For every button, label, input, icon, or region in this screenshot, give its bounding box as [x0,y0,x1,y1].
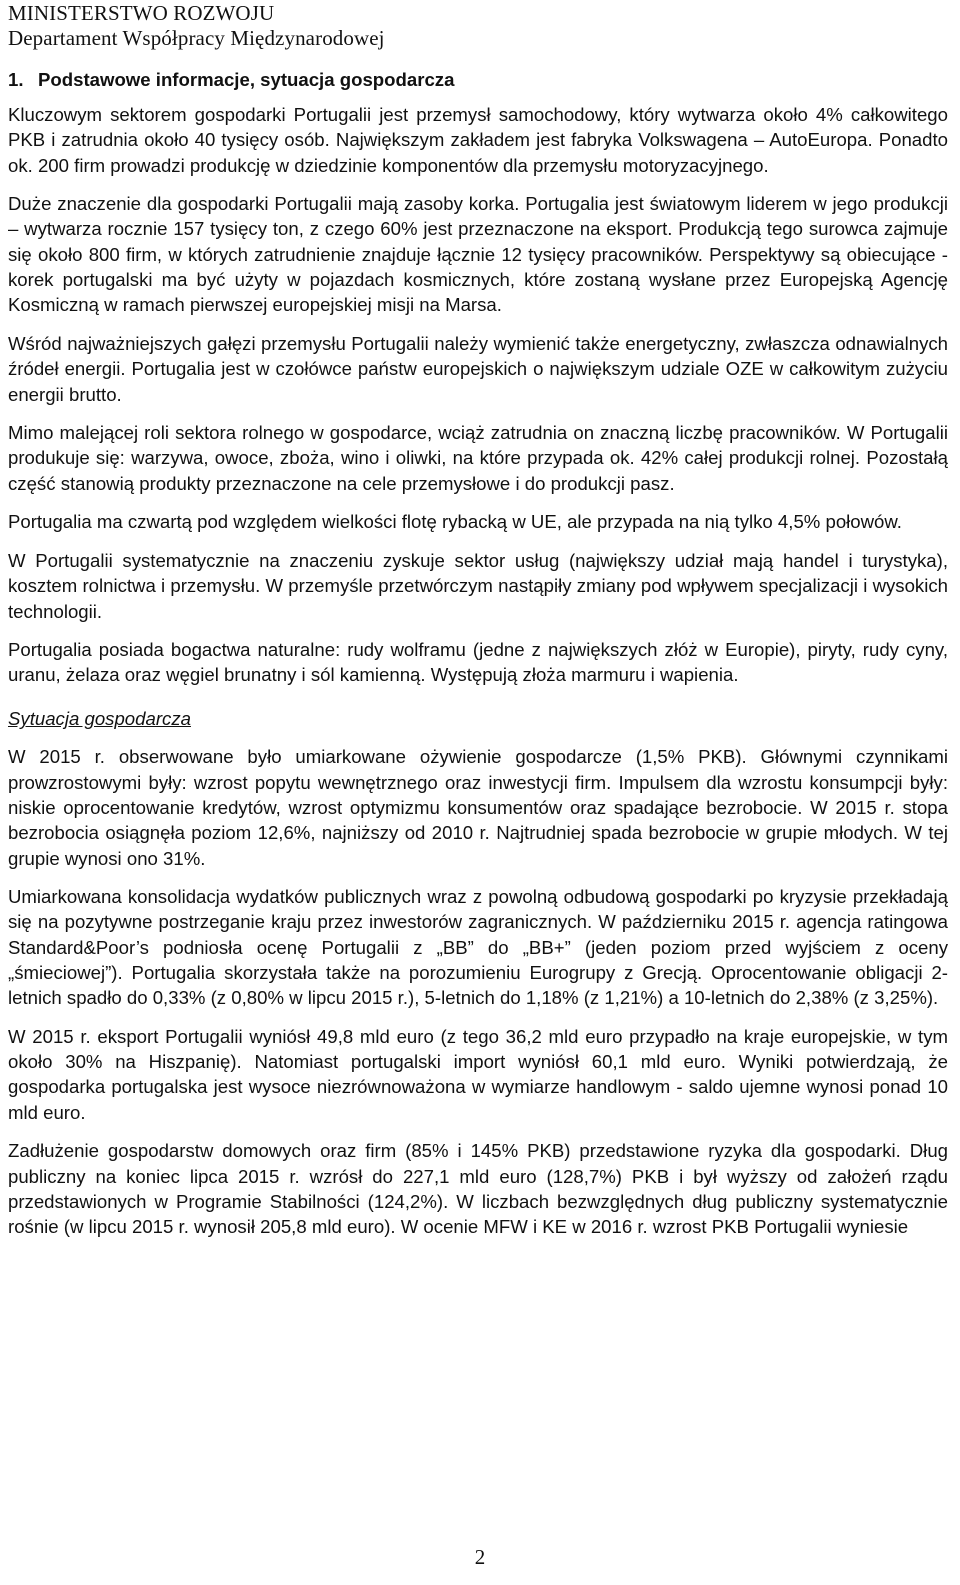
paragraph-fishing: Portugalia ma czwartą pod względem wielkości flotę rybacką w UE, ale przypada na nią tylko 4,5% połowów. [8,511,902,533]
paragraph-growth: W 2015 r. obserwowane było umiarkowane ożywienie gospodarcze (1,5% PKB). Głównymi czynnikami prowzrostowymi były: wzrost popytu wewnętrznego oraz inwestycji firm. Impulsem dla wzrostu konsumpcji były: niskie oprocentowanie kredytów, wzrost optymizmu konsumentów oraz spadające bezrobocie. W 2015 r. stopa bezrobocia osiągnęła poziom 12,6%, najniższy od 2010 r. Najtrudniej spada bezrobocie w grupie młodych. W tej grupie wynosi ono 31%. [8,746,948,869]
department-name: Departament Współpracy Międzynarodowej [8,26,385,50]
subheading-economic-situation: Sytuacja gospodarcza [8,708,191,730]
paragraph-debt: Zadłużenie gospodarstw domowych oraz firm (85% i 145% PKB) przedstawione ryzyka dla gospodarki. Dług publiczny na koniec lipca 2015 r. wzrósł do 227,1 mld euro (128,7%) PKB i był wyższy od założeń rządu przedstawionych w Programie Stabilności (124,2%). W liczbach bezwzględnych dług publiczny systematycznie rośnie (w lipcu 2015 r. wynosił 205,8 mld euro). W ocenie MFW i KE w 2016 r. wzrost PKB Portugalii wyniesie [8,1140,948,1238]
paragraph-agriculture: Mimo malejącej roli sektora rolnego w gospodarce, wciąż zatrudnia on znaczną liczbę pracowników. W Portugalii produkuje się: warzywa, owoce, zboża, wino i oliwki, na które przypada ok. 42% całej produkcji rolnej. Pozostałą część stanowią produkty przeznaczone na cele przemysłowe i do produkcji pasz. [8,422,948,494]
paragraph-automotive: Kluczowym sektorem gospodarki Portugalii jest przemysł samochodowy, który wytwarza około 4% całkowitego PKB i zatrudnia około 40 tysięcy osób. Największym zakładem jest fabryka Volkswagena – AutoEuropa. Ponadto ok. 200 firm prowadzi produkcję w dziedzinie komponentów dla przemysłu motoryzacyjnego. [8,104,948,176]
paragraph-services: W Portugalii systematycznie na znaczeniu zyskuje sektor usług (największy udział mają handel i turystyka), kosztem rolnictwa i przemysłu. W przemyśle przetwórczym nastąpiły zmiany pod wpływem specjalizacji i wysokich technologii. [8,549,948,622]
paragraph-trade: W 2015 r. eksport Portugalii wyniósł 49,8 mld euro (z tego 36,2 mld euro przypadło na kraje europejskie, w tym około 30% na Hiszpanię). Natomiast portugalski import wyniósł 60,1 mld euro. Wyniki potwierdzają, że gospodarka portugalska jest wysoce niezrównoważona w wymiarze handlowym - saldo ujemne wynosi ponad 10 mld euro. [8,1025,948,1123]
paragraph-resources: Portugalia posiada bogactwa naturalne: rudy wolframu (jedne z największych złóż w Europie), piryty, rudy cyny, uranu, żelaza oraz węgiel brunatny i sól kamienną. Występują złoża marmuru i wapienia. [8,639,948,686]
section-number: 1. [8,69,24,90]
section-title: Podstawowe informacje, sytuacja gospodarcza [38,69,455,90]
paragraph-consolidation: Umiarkowana konsolidacja wydatków publicznych wraz z powolną odbudową gospodarki po kryzysie przekładają się na pozytywne postrzeganie kraju przez inwestorów zagranicznych. W październiku 2015 r. agencja ratingowa Standard&Poor’s podniosła ocenę Portugalii z „BB” do „BB+” (jeden poziom przed wyjściem z oceny „śmieciowej”). Portugalia skorzystała także na porozumieniu Eurogrupy z Grecją. Oprocentowanie obligacji 2-letnich spadło do 0,33% (z 0,80% w lipcu 2015 r.), 5-letnich do 1,18% (z 1,21%) a 10-letnich do 2,38% (z 3,25%). [8,886,948,1009]
page-number: 2 [474,1545,486,1569]
document-page [8,0,948,1253]
section-heading [8,67,948,92]
paragraph-energy: Wśród najważniejszych gałęzi przemysłu Portugalii należy wymienić także energetyczny, zwłaszcza odnawialnych źródeł energii. Portugalia jest w czołówce państw europejskich o największym udziale OZE w całkowitym zużyciu energii brutto. [8,332,948,405]
ministry-name: MINISTERSTWO ROZWOJU [8,1,275,25]
paragraph-cork: Duże znaczenie dla gospodarki Portugalii mają zasoby korka. Portugalia jest światowym liderem w jego produkcji – wytwarza rocznie 157 tysięcy ton, z czego 60% jest przeznaczone na eksport. Produkcją tego surowca zajmuje się około 800 firm, w których zatrudnienie znajduje łącznie 12 tysięcy pracowników. Perspektywy są obiecujące - korek portugalski ma być użyty w pojazdach kosmicznych, które zostaną wysłane przez Europejską Agencję Kosmiczną w ramach pierwszej europejskiej misji na Marsa. [8,193,948,316]
